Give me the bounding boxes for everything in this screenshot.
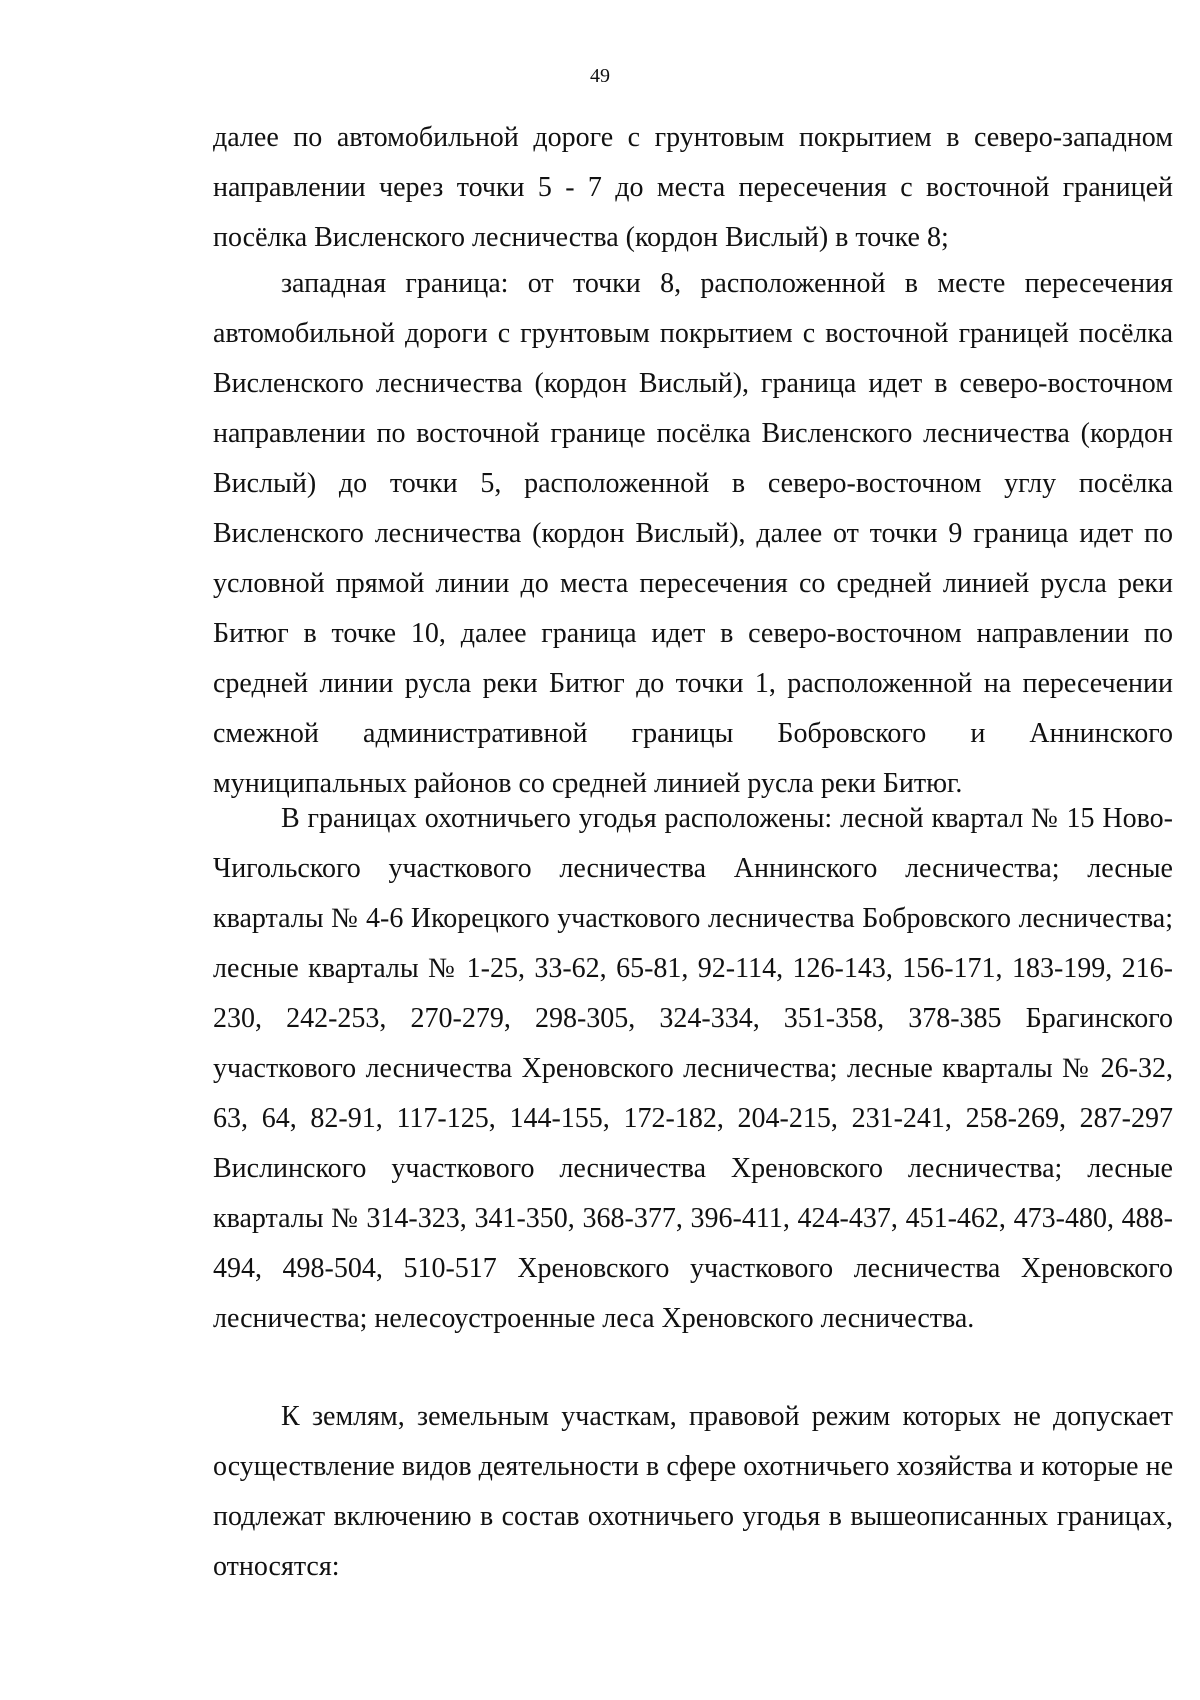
paragraph-forest-quarters [213,794,1173,1344]
paragraph-text: К землям, земельным участкам, правовой режим которых не допускает осуществление видов деятельности в сфере охотничьего хозяйства и которые не подлежат включению в состав охотничьего угодья в вышеописанных границах, относятся: [213,1401,1173,1582]
paragraph-excluded-lands [213,1392,1173,1592]
paragraph-text: западная граница: от точки 8, расположенной в месте пересечения автомобильной дороги с грунтовым покрытием с восточной границей посёлка Висленского лесничества (кордон Вислый), граница идет в северо-восточном направлении по восточной границе посёлка Висленского лесничества (кордон Вислый) до точки 5, расположенной в северо-восточном углу посёлка Висленского лесничества (кордон Вислый), далее от точки 9 граница идет по условной прямой линии до места пересечения со средней линией русла реки Битюг в точке 10, далее граница идет в северо-восточном направлении по средней линии русла реки Битюг до точки 1, расположенной на пересечении смежной административной границы Бобровского и Аннинского муниципальных районов со средней линией русла реки Битюг. [213,268,1173,799]
paragraph-western-boundary [213,259,1173,809]
paragraph-text: В границах охотничьего угодья расположены: лесной квартал № 15 Ново-Чигольского участкового лесничества Аннинского лесничества; лесные кварталы № 4-6 Икорецкого участкового лесничества Бобровского лесничества; лесные кварталы № 1-25, 33-62, 65-81, 92-114, 126-143, 156-171, 183-199, 216-230, 242-253, 270-279, 298-305, 324-334, 351-358, 378-385 Брагинского участкового лесничества Хреновского лесничества; лесные кварталы № 26-32, 63, 64, 82-91, 117-125, 144-155, 172-182, 204-215, 231-241, 258-269, 287-297 Вислинского участкового лесничества Хреновского лесничества; лесные кварталы № 314-323, 341-350, 368-377, 396-411, 424-437, 451-462, 473-480, 488-494, 498-504, 510-517 Хреновского участкового лесничества Хреновского лесничества; нелесоустроенные леса Хреновского лесничества. [213,803,1173,1334]
paragraph-text: далее по автомобильной дороге с грунтовым покрытием в северо-западном направлении через точки 5 - 7 до места пересечения с восточной границей посёлка Висленского лесничества (кордон Вислый) в точке 8; [213,122,1173,253]
paragraph-continuation [213,113,1173,263]
page-number: 49 [590,65,610,87]
